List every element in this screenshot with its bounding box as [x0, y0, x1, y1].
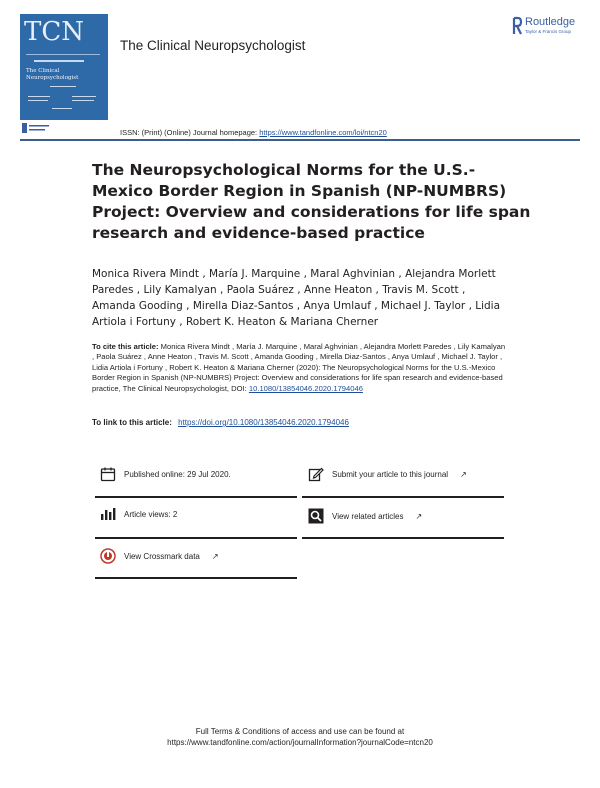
publisher-name: Routledge	[525, 16, 576, 28]
issn-label: ISSN: (Print) (Online) Journal homepage:	[120, 128, 258, 137]
info-divider	[302, 537, 504, 539]
cover-divider	[26, 54, 100, 55]
crossmark-label: View Crossmark data	[124, 551, 200, 561]
cite-text: Monica Rivera Mindt , María J. Marquine , Maral Aghvinian , Alejandra Morlett Paredes , Lily Kamalyan , Paola Suárez , Anne Heaton , Travis M. Scott , Amanda Gooding , Mirella Diaz-Santos , Anya Umlauf , Michael J. Taylor , Lidia Artiola i Fortuny , Robert K. Heaton & Mariana Cherner (2020): The Neuropsychological Norms for the U.S.-Mexico Border Region in Spanish (NP-NUMBRS) Project: Overview and considerations for life span research and evidence-based practice, The Clinical Neuropsychologist, DOI:	[92, 342, 506, 393]
link-label: To link to this article:	[92, 418, 172, 427]
article-doi-url-link[interactable]: https://doi.org/10.1080/13854046.2020.1794046	[178, 418, 349, 427]
cover-decoration	[52, 108, 72, 109]
info-divider	[302, 496, 504, 498]
cover-decoration	[72, 96, 96, 97]
routledge-logo	[512, 16, 590, 38]
info-divider	[95, 496, 297, 498]
article-title: The Neuropsychological Norms for the U.S.-Mexico Border Region in Spanish (NP-NUMBRS) Project: Overview and considerations for life span research and evidence-based practice	[92, 161, 531, 242]
crossmark-icon	[100, 548, 116, 564]
edit-pencil-icon	[308, 466, 324, 482]
cite-label: To cite this article:	[92, 342, 159, 351]
cover-decoration	[34, 60, 84, 62]
cover-decoration	[50, 86, 76, 87]
calendar-icon	[100, 466, 116, 482]
citation-block	[92, 342, 506, 394]
terms-footer	[0, 726, 600, 748]
related-articles-label: View related articles	[332, 511, 404, 521]
issn-line	[120, 128, 387, 137]
external-link-icon: ↗	[460, 469, 467, 479]
header-divider	[20, 139, 580, 141]
bar-chart-icon	[100, 506, 116, 522]
external-link-icon: ↗	[211, 551, 219, 561]
doi-link[interactable]: 10.1080/13854046.2020.1794046	[248, 383, 363, 393]
related-articles-link[interactable]	[308, 508, 422, 524]
published-date-text: Published online: 29 Jul 2020.	[124, 469, 231, 479]
routledge-r-icon	[512, 16, 523, 36]
search-document-icon	[308, 508, 324, 524]
publisher-tagline: Taylor & Francis Group	[525, 29, 572, 34]
submit-article-label: Submit your article to this journal	[332, 469, 449, 479]
crossmark-link[interactable]	[100, 548, 219, 564]
article-views-item	[100, 506, 177, 522]
article-link-line	[92, 418, 349, 427]
author-list: Monica Rivera Mindt , María J. Marquine , Maral Aghvinian , Alejandra Morlett Paredes , Lily Kamalyan , Paola Suárez , Anne Heaton , Travis M. Scott , Amanda Gooding , Mirella Diaz-Santos , Anya Umlauf , Michael J. Taylor , Lidia Artiola i Fortuny , Robert K. Heaton & Mariana Cherner	[92, 268, 501, 328]
info-divider	[95, 577, 297, 579]
external-link-icon: ↗	[415, 511, 423, 521]
info-divider	[95, 537, 297, 539]
taylor-francis-logo	[22, 122, 52, 134]
cover-decoration	[28, 100, 48, 101]
cover-decoration	[28, 96, 50, 97]
cover-journal-name: The Clinical Neuropsychologist	[26, 68, 79, 81]
journal-homepage-link[interactable]: https://www.tandfonline.com/loi/ntcn20	[259, 128, 387, 137]
journal-cover-thumbnail	[20, 14, 108, 120]
cover-acronym: TCN	[24, 17, 84, 47]
article-views-text: Article views: 2	[124, 509, 178, 519]
published-online-item	[100, 466, 231, 482]
cover-decoration	[72, 100, 94, 101]
terms-line: Full Terms & Conditions of access and use can be found at	[195, 727, 405, 736]
journal-title: The Clinical Neuropsychologist	[120, 38, 306, 53]
submit-article-link[interactable]	[308, 466, 467, 482]
terms-url[interactable]: https://www.tandfonline.com/action/journalInformation?journalCode=ntcn20	[167, 738, 433, 747]
